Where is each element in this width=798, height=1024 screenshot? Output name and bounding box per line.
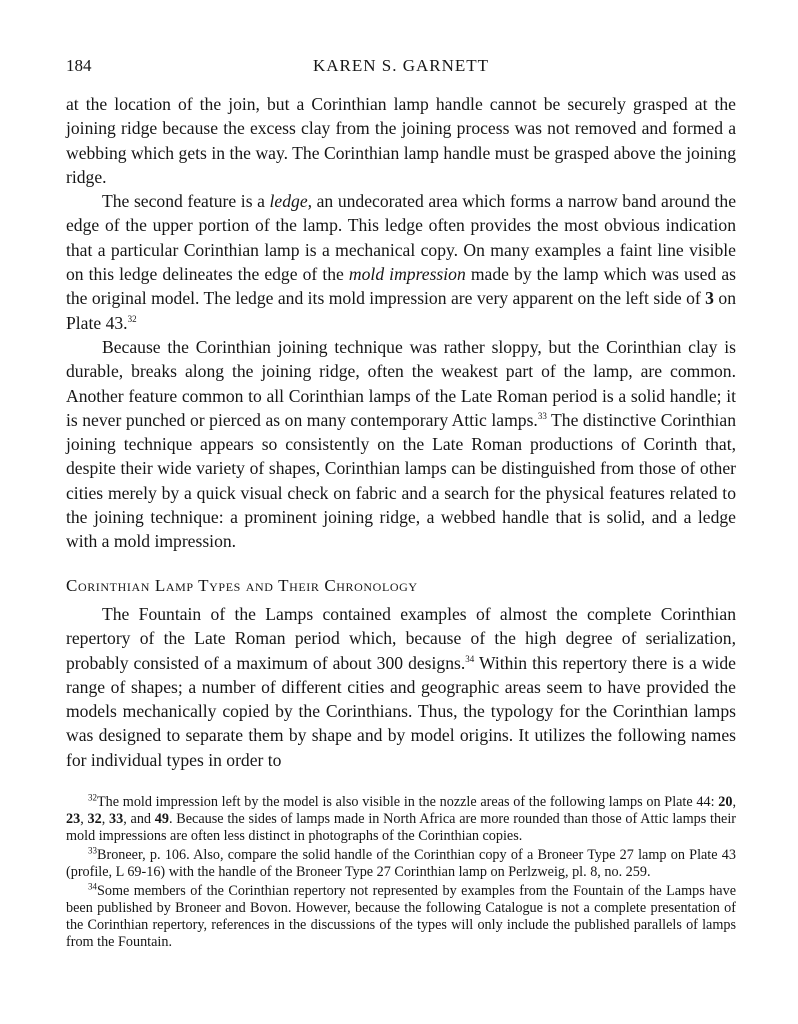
paragraph-3: Because the Corinthian joining technique was rather sloppy, but the Corinthian clay is durable, breaks along the joining ridge, often the weakest part of the lamp, are common. Another feature common to all Corinthian lamps of the Late Roman period is a solid handle; it is never punched or pierced as on many contemporary Attic lamps.$^{33}$ The distinctive Corinthian joining technique appears so consistently on the Late Roman productions of Corinth that, despite their wide variety of shapes, Corinthian lamps can be distinguished from those of other cities merely by a quick visual check on fabric and a search for the physical features related to the joining technique: a prominent joining ridge, a webbed handle that is solid, and a ledge with a mold impression. bbox=[66, 336, 736, 552]
section-heading: Corinthian Lamp Types and Their Chronology bbox=[66, 575, 418, 595]
footnote-32: $^{32}$The mold impression left by the model is also visible in the nozzle areas of the following lamps on Plate 44: 20, 23, 32, 33, and 49. Because the sides of lamps made in North Africa are more rounded than those of Attic lamps their mold impressions are often less distinct in photographs of the Corinthian copies. bbox=[66, 792, 737, 845]
footnotes bbox=[66, 794, 736, 951]
page bbox=[66, 56, 736, 953]
footnote-33: $^{33}$Broneer, p. 106. Also, compare the solid handle of the Corinthian copy of a Broneer Type 27 lamp on Plate 43 (profile, L 69-16) with the handle of the Broneer Type 27 Corinthian lamp on Perlzweig, pl. 8, no. 259. bbox=[66, 845, 736, 881]
body-text bbox=[66, 92, 736, 772]
page-number: 184 bbox=[66, 56, 92, 75]
running-head-author: KAREN S. GARNETT bbox=[312, 56, 490, 75]
paragraph-2: The second feature is a ledge, an undecorated area which forms a narrow band around the edge of the upper portion of the lamp. This ledge often provides the most obvious indication that a particular Corinthian lamp is a mechanical copy. On many examples a faint line visible on this ledge delineates the edge of the mold impression made by the lamp which was used as the original model. The ledge and its mold impression are very apparent on the left side of 3 on Plate 43.32 bbox=[66, 191, 737, 333]
paragraph-1: at the location of the join, but a Corinthian lamp handle cannot be securely grasped at the joining ridge because the excess clay from the joining process was not removed and formed a webbing which gets in the way. The Corinthian lamp handle must be grasped above the joining ridge. bbox=[66, 94, 736, 187]
footnote-ref-32: 32 bbox=[127, 313, 137, 324]
paragraph-4: The Fountain of the Lamps contained examples of almost the complete Corinthian repertory of the Late Roman period which, because of the high degree of serialization, probably consisted of a maximum of about 300 designs.$^{34}$ Within this repertory there is a wide range of shapes; a number of different cities and geographic areas seem to have provided the models mechanically copied by the Corinthians. Thus, the typology for the Corinthian lamps was designed to separate them by shape and by model origins. It utilizes the following names for individual types in order to bbox=[66, 603, 736, 770]
footnote-34: $^{34}$Some members of the Corinthian repertory not represented by examples from the Fountain of the Lamps have been published by Broneer and Bovon. However, because the following Catalogue is not a complete presentation of the Corinthian repertory, references in the discussions of the types will only include the published parallels of lamps from the Fountain. bbox=[66, 881, 736, 951]
footnote-ref-34: 34 bbox=[465, 653, 475, 664]
footnote-ref-33: 33 bbox=[537, 411, 547, 421]
running-head bbox=[66, 56, 736, 82]
